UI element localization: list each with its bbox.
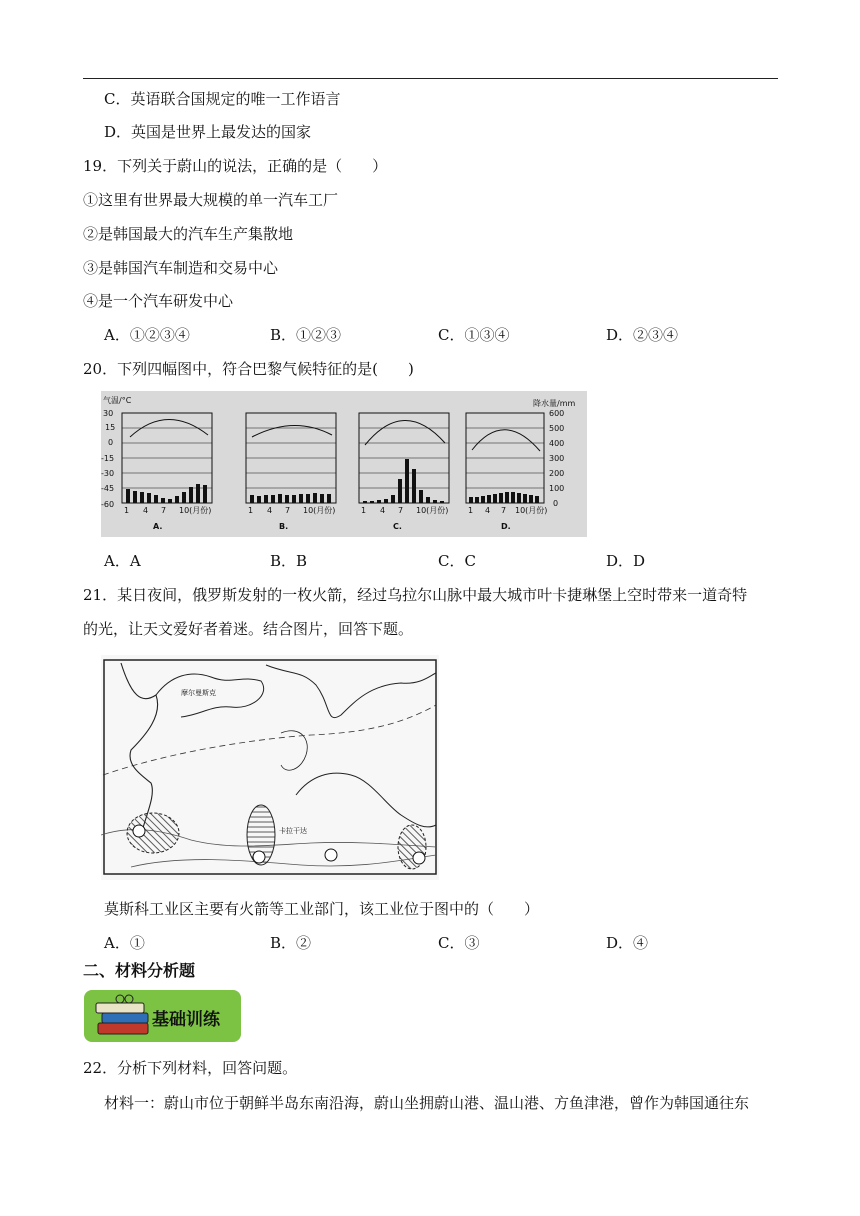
q20-stem: 20．下列四幅图中，符合巴黎气候特征的是( ) bbox=[83, 360, 414, 378]
marker-4 bbox=[413, 852, 425, 864]
right-tick: 600 bbox=[549, 409, 565, 418]
header-rule bbox=[83, 78, 778, 79]
q19-option-c: C．①③④ bbox=[438, 326, 510, 344]
svg-text:1: 1 bbox=[361, 506, 367, 515]
panel-label-c: C. bbox=[393, 522, 402, 531]
svg-text:4: 4 bbox=[267, 506, 273, 515]
q21-stem-line1: 21．某日夜间，俄罗斯发射的一枚火箭，经过乌拉尔山脉中最大城市叶卡捷琳堡上空时带来一道奇特 bbox=[83, 586, 748, 604]
svg-text:7: 7 bbox=[398, 506, 404, 515]
q18-option-d: D．英国是世界上最发达的国家 bbox=[104, 123, 312, 141]
panel-label-a: A. bbox=[153, 522, 163, 531]
panel-label-d: D. bbox=[501, 522, 511, 531]
books-icon bbox=[90, 990, 160, 1042]
q19-option-a: A．①②③④ bbox=[104, 326, 190, 344]
right-tick: 500 bbox=[549, 424, 565, 433]
q21-stem-line2: 的光，让天文爱好者着迷。结合图片，回答下题。 bbox=[83, 620, 414, 638]
q19-option-b: B．①②③ bbox=[270, 326, 342, 344]
svg-text:7: 7 bbox=[161, 506, 167, 515]
panel-label-b: B. bbox=[279, 522, 289, 531]
q19-item-3: ③是韩国汽车制造和交易中心 bbox=[83, 259, 279, 277]
label-murmansk: 摩尔曼斯克 bbox=[181, 689, 216, 697]
q20-option-b: B．B bbox=[270, 552, 308, 570]
left-tick: -30 bbox=[101, 469, 115, 478]
q19-item-2: ②是韩国最大的汽车生产集散地 bbox=[83, 225, 294, 243]
q19-item-4: ④是一个汽车研发中心 bbox=[83, 292, 234, 310]
q20-option-d: D．D bbox=[606, 552, 646, 570]
q19-item-1: ①这里有世界最大规模的单一汽车工厂 bbox=[83, 191, 339, 209]
left-tick: 15 bbox=[105, 423, 116, 432]
q19-stem: 19．下列关于蔚山的说法，正确的是（ ） bbox=[83, 157, 388, 175]
climate-charts-figure bbox=[101, 391, 587, 537]
q19-option-d: D．②③④ bbox=[606, 326, 679, 344]
russia-map-figure bbox=[101, 655, 439, 880]
marker-1 bbox=[133, 825, 145, 837]
svg-text:7: 7 bbox=[501, 506, 507, 515]
left-tick: -60 bbox=[101, 500, 115, 509]
temp-axis-label: 气温/°C bbox=[103, 396, 132, 405]
q22-material1: 材料一：蔚山市位于朝鲜半岛东南沿海，蔚山坐拥蔚山港、温山港、方鱼津港，曾作为韩国通往东 bbox=[104, 1094, 750, 1112]
precip-axis-label: 降水量/mm bbox=[533, 399, 576, 408]
q22-stem: 22．分析下列材料，回答问题。 bbox=[83, 1059, 298, 1077]
badge-label: 基础训练 bbox=[152, 1010, 220, 1030]
right-tick: 0 bbox=[553, 499, 559, 508]
marker-2 bbox=[253, 851, 265, 863]
right-tick: 100 bbox=[549, 484, 565, 493]
q21-option-a: A．① bbox=[104, 934, 145, 952]
left-tick: 0 bbox=[108, 438, 114, 447]
right-tick: 300 bbox=[549, 454, 565, 463]
svg-text:4: 4 bbox=[485, 506, 491, 515]
q21-option-b: B．② bbox=[270, 934, 312, 952]
svg-text:10(月份): 10(月份) bbox=[515, 506, 548, 515]
marker-3 bbox=[325, 849, 337, 861]
svg-text:4: 4 bbox=[380, 506, 386, 515]
svg-text:4: 4 bbox=[143, 506, 149, 515]
q21-sub-question: 莫斯科工业区主要有火箭等工业部门，该工业位于图中的（ ） bbox=[104, 900, 540, 918]
left-tick: -45 bbox=[101, 484, 115, 493]
svg-text:1: 1 bbox=[124, 506, 130, 515]
left-tick: 30 bbox=[103, 409, 114, 418]
label-kuzbass: 卡拉干达 bbox=[279, 827, 307, 835]
q18-option-c: C．英语联合国规定的唯一工作语言 bbox=[104, 90, 341, 108]
q20-option-a: A．A bbox=[104, 552, 141, 570]
svg-text:10(月份): 10(月份) bbox=[303, 506, 336, 515]
right-tick: 400 bbox=[549, 439, 565, 448]
left-tick: -15 bbox=[101, 454, 115, 463]
svg-text:7: 7 bbox=[285, 506, 291, 515]
svg-text:10(月份): 10(月份) bbox=[416, 506, 449, 515]
svg-text:1: 1 bbox=[248, 506, 254, 515]
q21-option-d: D．④ bbox=[606, 934, 649, 952]
section-title: 二、材料分析题 bbox=[83, 961, 196, 980]
q20-option-c: C．C bbox=[438, 552, 476, 570]
svg-text:10(月份): 10(月份) bbox=[179, 506, 212, 515]
right-tick: 200 bbox=[549, 469, 565, 478]
svg-text:1: 1 bbox=[468, 506, 474, 515]
q21-option-c: C．③ bbox=[438, 934, 480, 952]
